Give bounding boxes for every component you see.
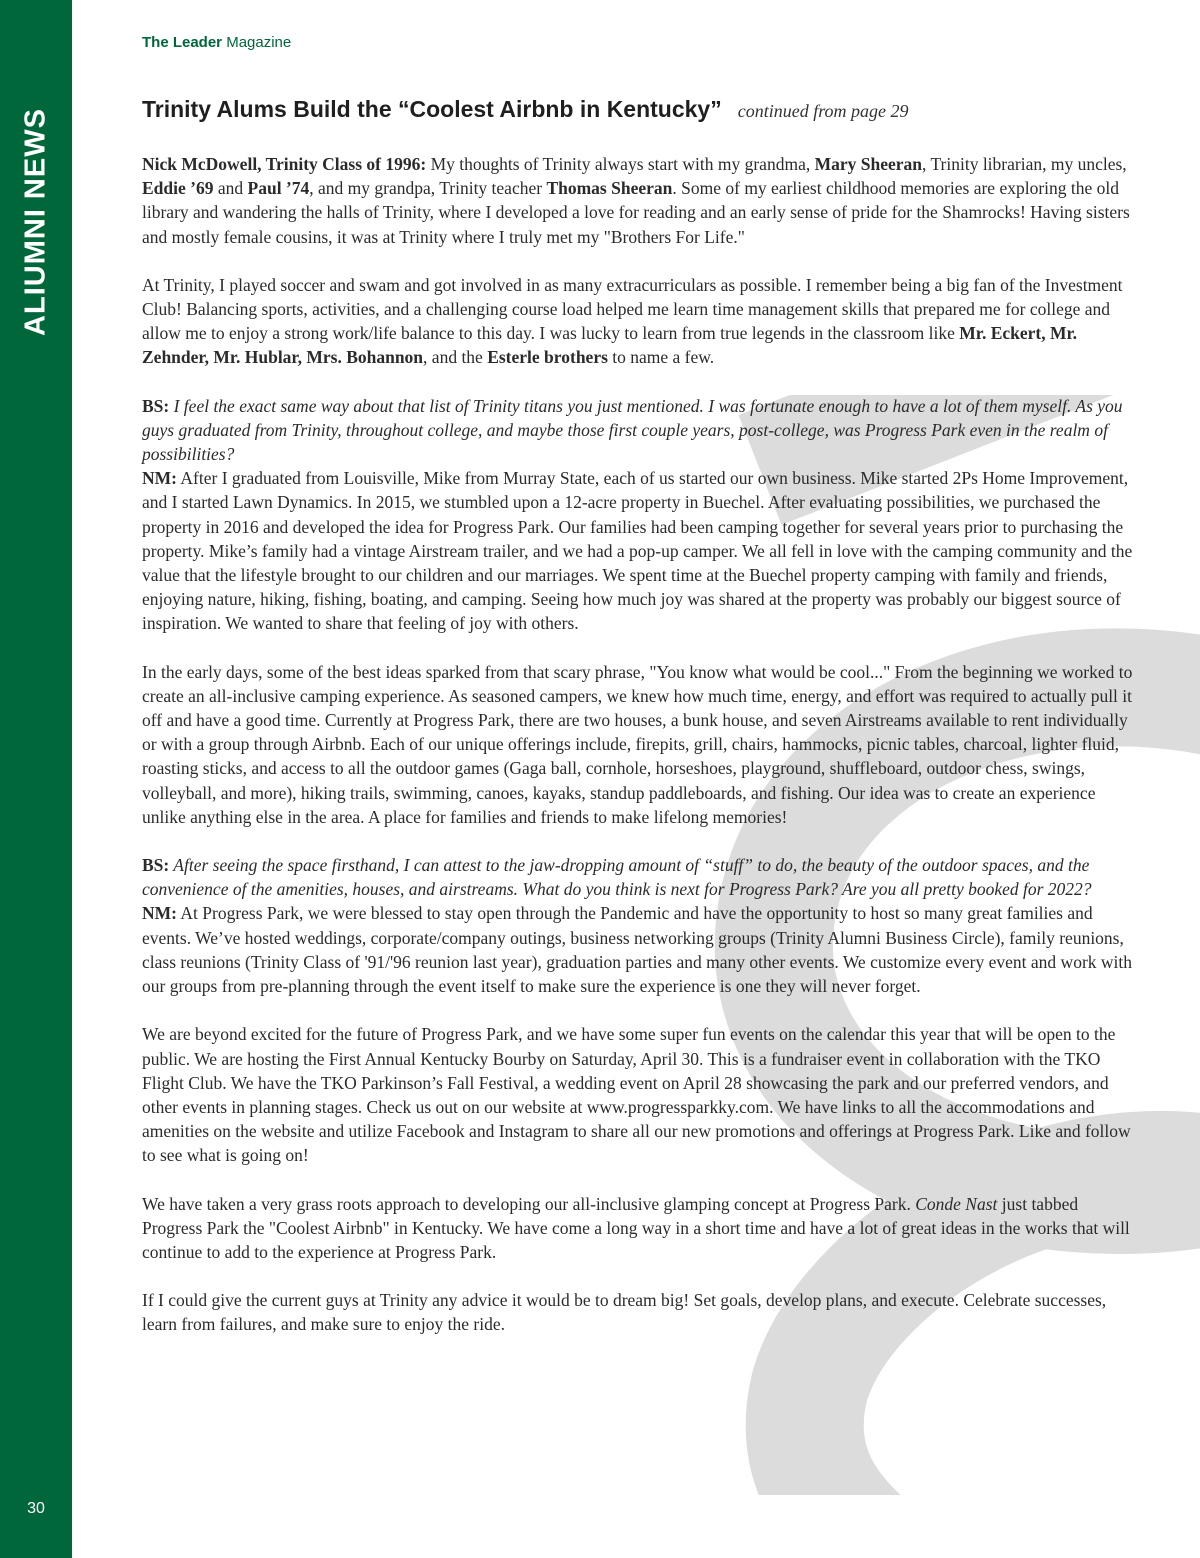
headline: Trinity Alums Build the “Coolest Airbnb in Kentucky” [142, 96, 722, 122]
question-text: I feel the exact same way about that list of Trinity titans you just mentioned. I was fortunate enough to have a lot of them myself. As you guys graduated from Trinity, throughout college, and maybe those first couple years, post-college, was Progress Park even in the realm of possibilities? [142, 395, 1123, 465]
sidebar [0, 0, 72, 1558]
person-name: Mary Sheeran [814, 154, 923, 174]
answer-text: At Progress Park, we were blessed to stay open through the Pandemic and have the opportunity to host so many great families and events. We’ve hosted weddings, corporate/company outings, business networking groups (Trinity Alumni Business Circle), family reunions, class reunions (Trinity Class of '91/'96 reunion last year), graduation parties and many other events. We customize every event and work with our groups from pre-planning through the event itself to make sure the experience is one they will never forget. [142, 903, 1133, 997]
section-label: ALIUMNI NEWS [19, 108, 52, 336]
speaker-label: Nick McDowell, Trinity Class of 1996: [142, 154, 427, 174]
interviewee-label: NM: [142, 468, 177, 489]
question-1 [142, 394, 1137, 467]
paragraph-1 [142, 152, 1137, 249]
interviewer-label: BS: [142, 855, 170, 876]
article-body [142, 152, 1137, 1337]
page-number: 30 [27, 1500, 45, 1517]
paragraph-text: We have taken a very grass roots approach to developing our all-inclusive glamping concept at Progress Park. [142, 1193, 916, 1214]
paragraph-text: At Trinity, I played soccer and swam and got involved in as many extracurriculars as possible. I remember being a big fan of the Investment Club! Balancing sports, activities, and a challenging course load helped me learn time management skills that prepared me for college and allow me to enjoy a strong work/life balance to this day. I was lucky to learn from true legends in the classroom like [142, 274, 1123, 344]
person-names: Mr. Eckert, Mr. Zehnder, Mr. Hublar, Mrs. Bohannon [142, 323, 1078, 368]
publication-name: Conde Nast [915, 1193, 998, 1214]
masthead-brand: The Leader [142, 34, 223, 51]
continued-note: continued from page 29 [737, 101, 909, 121]
paragraph-6: If I could give the current guys at Trinity any advice it would be to dream big! Set goals, develop plans, and execute. Celebrate successes, learn from failures, and make sure to enjoy the ride. [142, 1290, 1107, 1335]
person-name: Paul ’74 [247, 178, 310, 199]
paragraph-text: to name a few. [607, 347, 715, 368]
paragraph-2 [142, 273, 1137, 370]
paragraph-4: We are beyond excited for the future of Progress Park, and we have some super fun events on the calendar this year that will be open to the public. We are hosting the First Annual Kentucky Bourby on Saturday, April 30. This is a fundraiser event in collaboration with the TKO Flight Club. We have the TKO Parkinson’s Fall Festival, a wedding event on April 28 showcasing the park and our preferred vendors, and other events in planning stages. Check us out on our website at www.progressparkky.com. We have links to all the accommodations and amenities on the website and utilize Facebook and Instagram to share all our new promotions and offerings at Progress Park. Like and follow to see what is going on! [142, 1024, 1131, 1166]
person-name: Thomas Sheeran [546, 178, 673, 199]
paragraph-text: My thoughts of Trinity always start with my grandma, [426, 154, 815, 174]
paragraph-text: and [213, 178, 248, 199]
answer-2 [142, 901, 1137, 998]
question-text: After seeing the space firsthand, I can attest to the jaw-dropping amount of “stuff” to do, the beauty of the outdoor spaces, and the convenience of the amenities, houses, and airstreams. What do you think is next for Progress Park? Are you all pretty booked for 2022? [142, 855, 1092, 900]
paragraph-text: just tabbed Progress Park the "Coolest Airbnb" in Kentucky. We have come a long way in a short time and have a lot of great ideas in the works that will continue to add to the experience at Progress Park. [142, 1193, 1130, 1262]
paragraph-text: , and my grandpa, Trinity teacher [309, 178, 547, 199]
person-name: Esterle brothers [487, 347, 608, 368]
answer-text: After I graduated from Louisville, Mike from Murray State, each of us started our own business. Mike started 2Ps Home Improvement, and I started Lawn Dynamics. In 2015, we stumbled upon a 12-acre property in Buechel. After evaluating possibilities, we purchased the property in 2016 and developed the idea for Progress Park. Our families had been camping together for several years prior to purchasing the property. Mike’s family had a vintage Airstream trailer, and we had a pop-up camper. We all fell in love with the camping community and the value that the lifestyle brought to our children and our marriages. We spent time at the Buechel property camping with family and friends, enjoying nature, hiking, fishing, boating, and camping. Seeing how much joy was shared at the property was probably our biggest source of inspiration. We wanted to share that feeling of joy with others. [142, 468, 1133, 634]
article-header [142, 96, 1142, 123]
paragraph-text: , and the [423, 347, 488, 368]
question-2 [142, 853, 1137, 901]
paragraph-5 [142, 1192, 1137, 1265]
person-name: Eddie ’69 [142, 178, 214, 199]
paragraph-text: , Trinity librarian, my uncles, [922, 154, 1127, 174]
interviewer-label: BS: [142, 395, 170, 416]
paragraph-text: . Some of my earliest childhood memories are exploring the old library and wandering the halls of Trinity, where I developed a love for reading and an early sense of pride for the Shamrocks! Having sisters and mostly female cousins, it was at Trinity where I truly met my "Brothers For Life." [142, 178, 1130, 247]
masthead [142, 34, 291, 51]
answer-1 [142, 466, 1137, 635]
masthead-sub: Magazine [226, 34, 292, 51]
paragraph-3: In the early days, some of the best ideas sparked from that scary phrase, "You know what would be cool..." From the beginning we worked to create an all-inclusive camping experience. As seasoned campers, we knew how much time, energy, and effort was required to actually pull it off and have a good time. Currently at Progress Park, there are two houses, a bunk house, and seven Airstreams available to rent individually or with a group through Airbnb. Each of our unique offerings include, firepits, grill, chairs, hammocks, picnic tables, charcoal, lighter fluid, roasting sticks, and access to all the outdoor games (Gaga ball, cornhole, horseshoes, playground, shuffleboard, outdoor chess, swings, volleyball, and more), hiking trails, swimming, canoes, kayaks, standup paddleboards, and fishing. Our idea was to create an experience unlike anything else in the area. A place for families and friends to make lifelong memories! [142, 661, 1133, 827]
interviewee-label: NM: [142, 903, 177, 924]
